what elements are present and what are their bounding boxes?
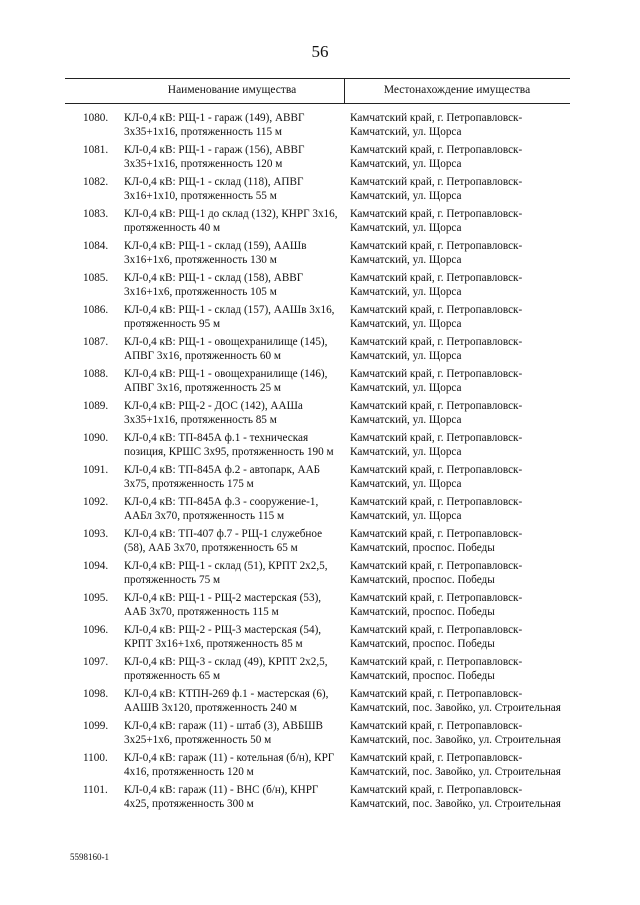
property-location (350, 719, 565, 747)
property-location-line: Камчатский край, г. Петропавловск- (350, 624, 523, 636)
table-top-rule (65, 78, 570, 79)
property-location-line: Камчатский, ул. Щорса (350, 190, 462, 202)
property-name-line: 3х25+1х6, протяженность 50 м (124, 734, 272, 746)
property-name (124, 591, 342, 619)
property-name-line: КЛ-0,4 кВ: КТПН-269 ф.1 - мастерская (6), (124, 688, 329, 700)
table-row (0, 623, 640, 655)
property-location (350, 143, 565, 171)
property-name (124, 623, 342, 651)
property-location (350, 463, 565, 491)
property-location (350, 655, 565, 683)
property-name-line: КЛ-0,4 кВ: ТП-845А ф.2 - автопарк, ААБ (124, 464, 321, 476)
property-location-line: Камчатский, ул. Щорса (350, 158, 462, 170)
property-location (350, 207, 565, 235)
property-name (124, 239, 342, 267)
property-location-line: Камчатский край, г. Петропавловск- (350, 656, 523, 668)
property-location (350, 367, 565, 395)
property-location-line: Камчатский край, г. Петропавловск- (350, 784, 523, 796)
property-location-line: Камчатский край, г. Петропавловск- (350, 560, 523, 572)
property-location (350, 111, 565, 139)
property-name (124, 495, 342, 523)
row-number: 1086. (83, 304, 109, 316)
property-location-line: Камчатский, пос. Завойко, ул. Строительная (350, 702, 561, 714)
row-number: 1090. (83, 432, 109, 444)
table-header-rule (65, 103, 570, 104)
property-location-line: Камчатский, ул. Щорса (350, 254, 462, 266)
property-name-line: КЛ-0,4 кВ: РЩ-3 - склад (49), КРПТ 2х2,5, (124, 656, 328, 668)
property-name (124, 527, 342, 555)
property-location (350, 783, 565, 811)
row-number: 1101. (83, 784, 108, 796)
row-number: 1087. (83, 336, 109, 348)
property-location-line: Камчатский край, г. Петропавловск- (350, 208, 523, 220)
property-location-line: Камчатский край, г. Петропавловск- (350, 752, 523, 764)
table-row (0, 239, 640, 271)
property-location (350, 431, 565, 459)
property-location-line: Камчатский, ул. Щорса (350, 350, 462, 362)
table-row (0, 655, 640, 687)
row-number: 1092. (83, 496, 109, 508)
property-name (124, 111, 342, 139)
property-name-line: ААБ 3х70, протяженность 115 м (124, 606, 279, 618)
property-name-line: АПВГ 3х16, протяженность 60 м (124, 350, 281, 362)
property-location-line: Камчатский край, г. Петропавловск- (350, 144, 523, 156)
table-row (0, 271, 640, 303)
property-name-line: 3х35+1х16, протяженность 85 м (124, 414, 277, 426)
table-row (0, 559, 640, 591)
property-location-line: Камчатский край, г. Петропавловск- (350, 368, 523, 380)
property-name (124, 175, 342, 203)
property-location-line: Камчатский, ул. Щорса (350, 478, 462, 490)
property-name (124, 719, 342, 747)
property-location-line: Камчатский край, г. Петропавловск- (350, 176, 523, 188)
property-location-line: Камчатский, ул. Щорса (350, 286, 462, 298)
property-location-line: Камчатский, пос. Завойко, ул. Строительная (350, 734, 561, 746)
table-row (0, 687, 640, 719)
property-name-line: 3х35+1х16, протяженность 120 м (124, 158, 283, 170)
property-location (350, 271, 565, 299)
table-row (0, 303, 640, 335)
property-location-line: Камчатский край, г. Петропавловск- (350, 464, 523, 476)
property-location-line: Камчатский, проспос. Победы (350, 638, 495, 650)
property-name-line: КЛ-0,4 кВ: ТП-845А ф.3 - сооружение-1, (124, 496, 319, 508)
footer-code: 5598160-1 (70, 852, 109, 862)
row-number: 1089. (83, 400, 109, 412)
property-location (350, 239, 565, 267)
property-name (124, 783, 342, 811)
property-location (350, 303, 565, 331)
property-name-line: КЛ-0,4 кВ: РЩ-1 - склад (118), АПВГ (124, 176, 304, 188)
property-name-line: КЛ-0,4 кВ: РЩ-1 до склад (132), КНРГ 3х16, (124, 208, 338, 220)
property-name (124, 303, 342, 331)
table-row (0, 399, 640, 431)
row-number: 1085. (83, 272, 109, 284)
property-location-line: Камчатский край, г. Петропавловск- (350, 400, 523, 412)
property-name-line: 3х75, протяженность 175 м (124, 478, 254, 490)
property-name (124, 431, 342, 459)
property-location (350, 591, 565, 619)
property-name-line: позиция, КРШС 3х95, протяженность 190 м (124, 446, 334, 458)
property-name-line: КРПТ 3х16+1х6, протяженность 85 м (124, 638, 303, 650)
property-name-line: КЛ-0,4 кВ: РЩ-1 - склад (158), АВВГ (124, 272, 304, 284)
property-name (124, 687, 342, 715)
property-name (124, 463, 342, 491)
property-location-line: Камчатский край, г. Петропавловск- (350, 240, 523, 252)
property-location-line: Камчатский, ул. Щорса (350, 446, 462, 458)
property-name-line: КЛ-0,4 кВ: РЩ-1 - гараж (149), АВВГ (124, 112, 305, 124)
row-number: 1099. (83, 720, 109, 732)
row-number: 1084. (83, 240, 109, 252)
property-name (124, 271, 342, 299)
property-location-line: Камчатский, ул. Щорса (350, 126, 462, 138)
property-name-line: 3х16+1х10, протяженность 55 м (124, 190, 277, 202)
property-location (350, 335, 565, 363)
property-location (350, 175, 565, 203)
property-location-line: Камчатский край, г. Петропавловск- (350, 432, 523, 444)
property-location (350, 495, 565, 523)
page-number: 56 (311, 42, 329, 61)
property-name (124, 335, 342, 363)
table-row (0, 431, 640, 463)
property-name-line: 3х16+1х6, протяженность 105 м (124, 286, 277, 298)
property-name-line: ААБл 3х70, протяженность 115 м (124, 510, 285, 522)
property-location-line: Камчатский край, г. Петропавловск- (350, 688, 523, 700)
property-name-line: КЛ-0,4 кВ: РЩ-1 - гараж (156), АВВГ (124, 144, 305, 156)
property-name (124, 399, 342, 427)
property-location-line: Камчатский, ул. Щорса (350, 414, 462, 426)
property-name-line: КЛ-0,4 кВ: ТП-407 ф.7 - РЩ-1 служебное (124, 528, 323, 540)
row-number: 1095. (83, 592, 109, 604)
property-location-line: Камчатский, ул. Щорса (350, 222, 462, 234)
property-location-line: Камчатский край, г. Петропавловск- (350, 592, 523, 604)
property-name-line: протяженность 65 м (124, 670, 221, 682)
property-location-line: Камчатский, ул. Щорса (350, 510, 462, 522)
row-number: 1082. (83, 176, 109, 188)
property-name-line: протяженность 40 м (124, 222, 221, 234)
property-name-line: протяженность 75 м (124, 574, 221, 586)
table-row (0, 207, 640, 239)
table-row (0, 719, 640, 751)
property-name-line: протяженность 95 м (124, 318, 221, 330)
property-name-line: 3х35+1х16, протяженность 115 м (124, 126, 282, 138)
table-body (0, 111, 640, 815)
row-number: 1100. (83, 752, 108, 764)
header-name-column: Наименование имущества (167, 84, 297, 96)
property-name-line: КЛ-0,4 кВ: гараж (11) - ВНС (б/н), КНРГ (124, 784, 319, 796)
property-name (124, 559, 342, 587)
property-name-line: КЛ-0,4 кВ: РЩ-2 - ДОС (142), ААШа (124, 400, 303, 412)
row-number: 1081. (83, 144, 109, 156)
table-row (0, 335, 640, 367)
property-name (124, 207, 342, 235)
row-number: 1080. (83, 112, 109, 124)
table-row (0, 143, 640, 175)
row-number: 1097. (83, 656, 109, 668)
property-location-line: Камчатский, ул. Щорса (350, 318, 462, 330)
table-row (0, 463, 640, 495)
table-row (0, 783, 640, 815)
property-location-line: Камчатский край, г. Петропавловск- (350, 304, 523, 316)
table-row (0, 367, 640, 399)
property-location-line: Камчатский край, г. Петропавловск- (350, 336, 523, 348)
row-number: 1091. (83, 464, 109, 476)
property-name-line: КЛ-0,4 кВ: РЩ-2 - РЩ-3 мастерская (54), (124, 624, 322, 636)
property-location-line: Камчатский, проспос. Победы (350, 574, 495, 586)
row-number: 1093. (83, 528, 109, 540)
property-name-line: 4х16, протяженность 120 м (124, 766, 254, 778)
property-location-line: Камчатский, пос. Завойко, ул. Строительная (350, 798, 561, 810)
property-location-line: Камчатский, проспос. Победы (350, 542, 495, 554)
property-location (350, 751, 565, 779)
property-name (124, 751, 342, 779)
property-name-line: КЛ-0,4 кВ: РЩ-1 - овощехранилище (146), (124, 368, 328, 380)
table-row (0, 527, 640, 559)
property-location-line: Камчатский, ул. Щорса (350, 382, 462, 394)
table-row (0, 751, 640, 783)
property-name-line: КЛ-0,4 кВ: РЩ-1 - склад (157), ААШв 3х16, (124, 304, 335, 316)
property-location (350, 527, 565, 555)
row-number: 1083. (83, 208, 109, 220)
property-name-line: (58), ААБ 3х70, протяженность 65 м (124, 542, 298, 554)
property-location-line: Камчатский, проспос. Победы (350, 606, 495, 618)
table-row (0, 591, 640, 623)
property-name (124, 367, 342, 395)
property-name (124, 655, 342, 683)
row-number: 1094. (83, 560, 109, 572)
property-location-line: Камчатский край, г. Петропавловск- (350, 528, 523, 540)
table-row (0, 495, 640, 527)
property-name-line: 4х25, протяженность 300 м (124, 798, 254, 810)
property-name-line: КЛ-0,4 кВ: гараж (11) - штаб (3), АВБШВ (124, 720, 323, 732)
property-name-line: КЛ-0,4 кВ: гараж (11) - котельная (б/н), КРГ (124, 752, 335, 764)
property-location (350, 687, 565, 715)
property-location (350, 623, 565, 651)
property-name-line: КЛ-0,4 кВ: ТП-845А ф.1 - техническая (124, 432, 309, 444)
property-location-line: Камчатский край, г. Петропавловск- (350, 496, 523, 508)
property-name-line: 3х16+1х6, протяженность 130 м (124, 254, 277, 266)
property-name-line: ААШВ 3х120, протяженность 240 м (124, 702, 297, 714)
property-location-line: Камчатский, проспос. Победы (350, 670, 495, 682)
property-name-line: КЛ-0,4 кВ: РЩ-1 - овощехранилище (145), (124, 336, 328, 348)
property-name-line: АПВГ 3х16, протяженность 25 м (124, 382, 281, 394)
property-location-line: Камчатский край, г. Петропавловск- (350, 112, 523, 124)
property-location-line: Камчатский край, г. Петропавловск- (350, 720, 523, 732)
row-number: 1096. (83, 624, 109, 636)
table-row (0, 111, 640, 143)
property-location-line: Камчатский, пос. Завойко, ул. Строительная (350, 766, 561, 778)
row-number: 1088. (83, 368, 109, 380)
property-location (350, 399, 565, 427)
property-name-line: КЛ-0,4 кВ: РЩ-1 - склад (159), ААШв (124, 240, 307, 252)
property-name-line: КЛ-0,4 кВ: РЩ-1 - РЩ-2 мастерская (53), (124, 592, 322, 604)
header-location-column: Местонахождение имущества (383, 84, 531, 96)
property-name (124, 143, 342, 171)
table-row (0, 175, 640, 207)
row-number: 1098. (83, 688, 109, 700)
property-location-line: Камчатский край, г. Петропавловск- (350, 272, 523, 284)
property-name-line: КЛ-0,4 кВ: РЩ-1 - склад (51), КРПТ 2х2,5, (124, 560, 328, 572)
property-location (350, 559, 565, 587)
